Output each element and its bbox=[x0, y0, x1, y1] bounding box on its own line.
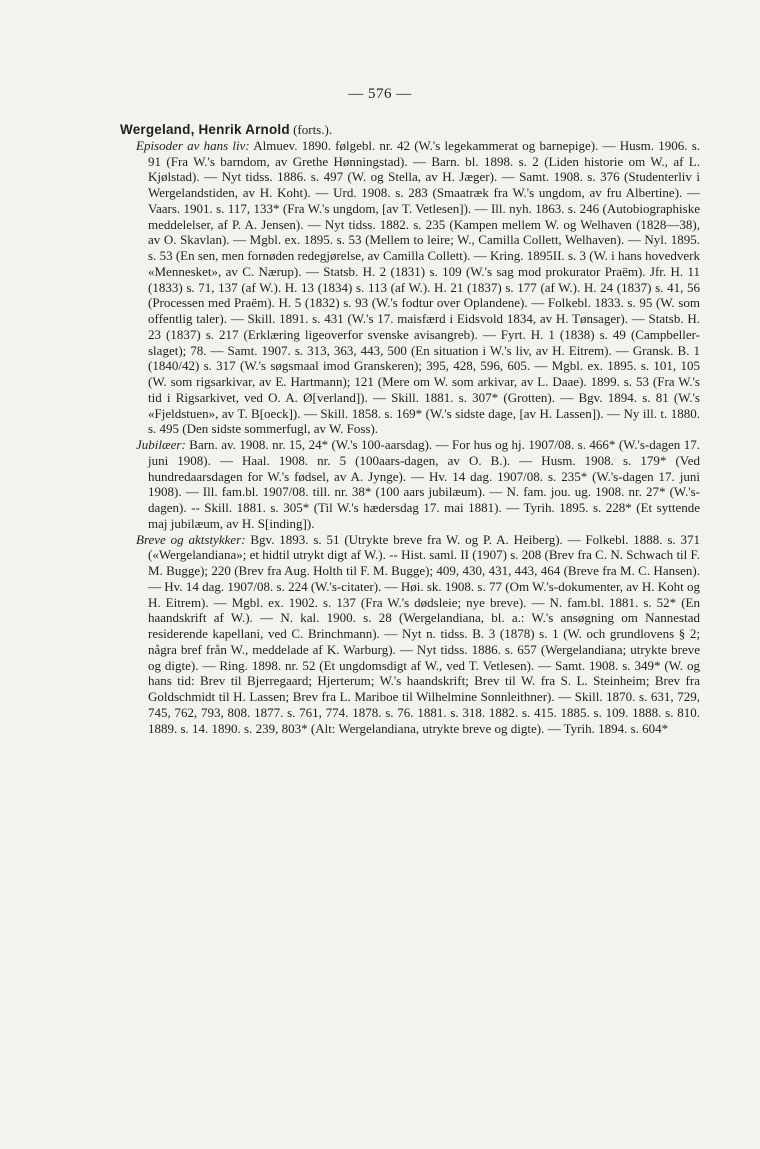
section-breve bbox=[120, 532, 700, 737]
page-number: — 576 — bbox=[348, 86, 412, 102]
section-text: Bgv. 1893. s. 51 (Utrykte breve fra W. og P. A. Heiberg). — Folkebl. 1888. s. 371 («Wergelandiana»; et hidtil utrykt digt af W.). -- Hist. saml. II (1907) s. 208 (Brev fra C. N. Schwach til F. M. Bugge); 220 (Brev fra Aug. Holth til F. M. Bugge); 409, 430, 431, 443, 464 (Breve fra M. C. Hansen). — Hv. 14 dag. 1907/08. s. 224 (W.'s-citater). — Høi. sk. 1908. s. 77 (Om W.'s-dokumenter, av H. Koht og H. Eitrem). — Mgbl. ex. 1902. s. 137 (Fra W.'s dødsleie; nye breve). — N. fam.bl. 1881. s. 52* (En haandskrift af W.). — N. kal. 1900. s. 28 (Wergelandiana, bl. a.: W.'s ansøgning om Nannestad residerende kapellani, ved C. Brinchmann). — Nyt n. tidss. B. 3 (1878) s. 1 (W. och grundlovens § 2; några bref från W., meddelade af K. Warburg). — Nyt tidss. 1886. s. 657 (Wergelandiana; utrykte breve og digte). — Ring. 1898. nr. 52 (Et ungdomsdigt af W., ved T. Vetlesen). — Samt. 1908. s. 349* (W. og hans tid: Brev til Bjerregaard; Hjerterum; W.'s haandskrift; Brev til W. fra S. L. Steinheim; Brev fra Goldschmidt til H. Lassen; Brev fra L. Mariboe til Wilhelmine Sonnleithner). — Skill. 1870. s. 631, 729, 745, 762, 793, 808. 1877. s. 761, 774. 1878. s. 76. 1881. s. 318. 1882. s. 415. 1885. s. 109. 1888. s. 810. 1889. s. 14. 1890. s. 239, 803* (Alt: Wergelandiana, utrykte breve og digte). — Tyrih. 1894. s. 604* bbox=[148, 531, 700, 736]
section-episoder bbox=[120, 138, 700, 437]
entry-suffix: (forts.). bbox=[289, 122, 333, 137]
section-text: Barn. av. 1908. nr. 15, 24* (W.'s 100-aarsdag). — For hus og hj. 1907/08. s. 466* (W.'s-dagen 17. juni 1908). — Haal. 1908. nr. 5 (100aars-dagen, av O. B.). — Husm. 1908. s. 179* (Ved hundredaarsdagen for W.'s fødsel, av A. Jynge). — Hv. 14 dag. 1907/08. s. 235* (W.'s-dagen 17. juni 1908). — Ill. fam.bl. 1907/08. till. nr. 38* (100 aars jubilæum). — N. fam. jou. ug. 1908. nr. 27* (W.'s-dagen). -- Skill. 1881. s. 305* (Til W.'s hædersdag 17. mai 1881). — Tyrih. 1895. s. 228* (Et syttende maj jubilæum, av H. S[inding]). bbox=[148, 437, 700, 531]
entry-heading bbox=[120, 122, 700, 138]
entry-name: Wergeland, Henrik Arnold bbox=[120, 122, 290, 137]
section-jubilaeer bbox=[120, 437, 700, 532]
section-lead: Episoder av hans liv: bbox=[136, 137, 250, 153]
section-text: Almuev. 1890. følgebl. nr. 42 (W.'s legekammerat og barnepige). — Husm. 1906. s. 91 (Fra W.'s barndom, av Grethe Hønningstad). — Barn. bl. 1898. s. 2 (Liden historie om W., af L. Kjølstad). — Nyt tidss. 1886. s. 497 (W. og Stella, av H. Jæger). — Samt. 1908. s. 376 (Studenterliv i Wergelandstiden, av H. Koht). — Urd. 1908. s. 283 (Smaatræk fra W.'s ungdom, av fru Albertine). — Vaars. 1901. s. 117, 133* (Fra W.'s ungdom, [av T. Vetlesen]). — Ill. nyh. 1863. s. 246 (Autobiographiske meddelelser, af P. A. Jensen). — Nyt tidss. 1882. s. 235 (Kampen mellem W. og Welhaven (1828—38), av O. Skavlan). — Mgbl. ex. 1895. s. 53 (Mellem to leire; W., Camilla Collett, Welhaven). — Nyl. 1895. s. 53 (En sen, men fornøden redegjørelse, av Camilla Collett). — Kring. 1895II. s. 3 (W. i hans hovedverk «Mennesket», av C. Nærup). — Statsb. H. 2 (1831) s. 109 (W.'s sag mod prokurator Praëm). Jfr. H. 11 (1833) s. 71, 137 (af W.). H. 13 (1834) s. 113 (af W.). H. 21 (1837) s. 177 (af W.). H. 24 (1837) s. 41, 56 (Processen med Praëm). H. 5 (1832) s. 93 (W.'s fodtur over Oplandene). — Folkebl. 1833. s. 95 (W. som offentlig taler). — Skill. 1891. s. 431 (W.'s 17. maisfærd i Eidsvold 1834, av H. Tønsager). — Statsb. H. 23 (1837) s. 217 (Erklæring ligeoverfor svenske avisangreb). — Fyrt. H. 1 (1838) s. 49 (Campbeller-slaget); 78. — Samt. 1907. s. 313, 363, 443, 500 (En situation i W.'s liv, av H. Eitrem). — Gransk. B. 1 (1840/42) s. 317 (W.'s søgsmaal imod Granskeren); 395, 428, 596, 605. — Mgbl. ex. 1895. s. 101, 105 (W. som rigsarkivar, av E. Hartmann); 121 (Mere om W. som arkivar, av L. Daae). 1899. s. 53 (Fra W.'s tid i Rigsarkivet, ved O. A. Ø[verland]). — Skill. 1881. s. 307* (Grotten). — Bgv. 1894. s. 81 (W.'s «Fjeldstuen», av T. B[oeck]). — Skill. 1858. s. 169* (W.'s sidste dage, [av H. Lassen]). — Ny ill. t. 1880. s. 495 (Den sidste sommerfugl, av W. Foss). bbox=[148, 137, 701, 437]
section-lead: Jubilæer: bbox=[136, 437, 186, 452]
bibliography-entry bbox=[120, 122, 700, 736]
section-lead: Breve og aktstykker: bbox=[136, 531, 246, 547]
